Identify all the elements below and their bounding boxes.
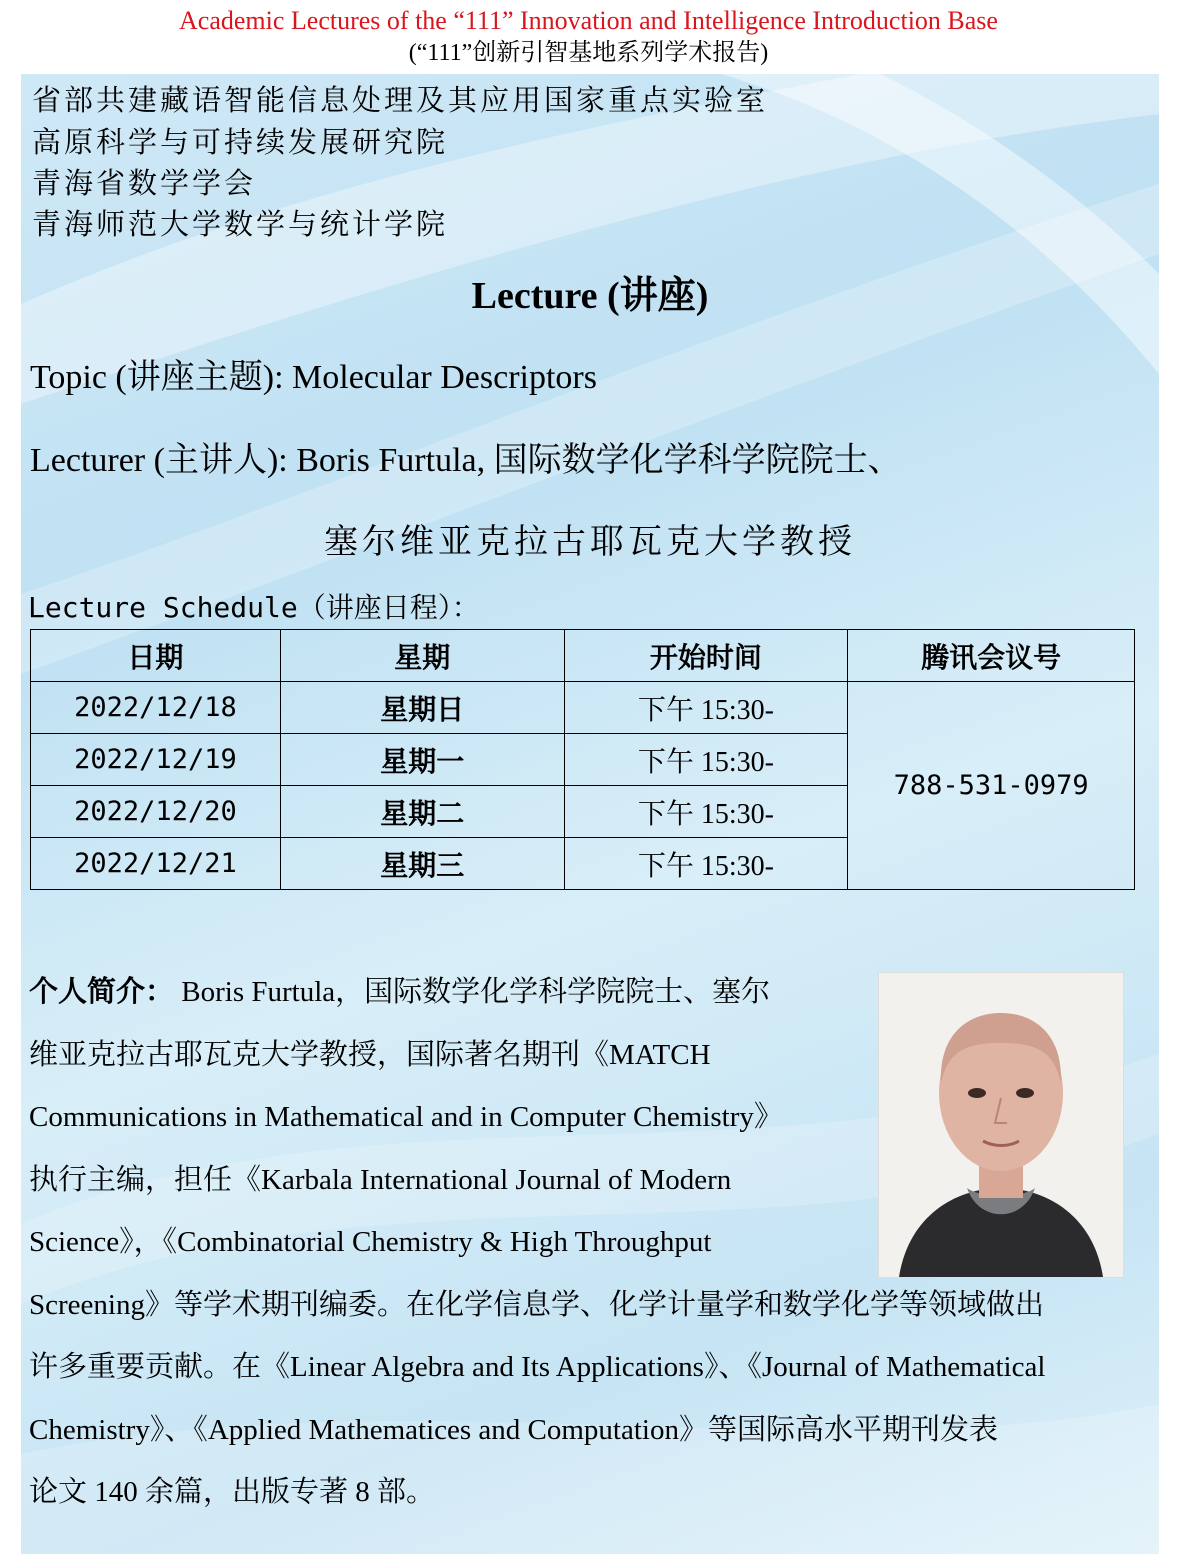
- portrait-illustration: [879, 973, 1123, 1277]
- header: [0, 0, 1177, 74]
- cell-date: 2022/12/21: [31, 838, 281, 890]
- cell-weekday: 星期三: [280, 838, 564, 890]
- cell-weekday: 星期一: [280, 734, 564, 786]
- cell-date: 2022/12/18: [31, 682, 281, 734]
- bio-line-3: Communications in Mathematical and in Computer Chemistry》: [29, 1101, 783, 1133]
- lecturer-line-2: 塞尔维亚克拉古耶瓦克大学教授: [324, 524, 856, 561]
- header-start-time: 开始时间: [564, 630, 848, 682]
- cell-time: 下午 15:30-: [564, 838, 848, 890]
- bio-line-9: 论文 140 余篇，出版专著 8 部。: [29, 1476, 436, 1508]
- bio-line-2: 维亚克拉古耶瓦克大学教授，国际著名期刊《MATCH: [29, 1039, 711, 1071]
- organizer-3: 青海省数学学会: [32, 166, 257, 200]
- header-title-cn: (“111”创新引智基地系列学术报告): [408, 40, 769, 66]
- header-date: 日期: [31, 630, 281, 682]
- bio-text: Boris Furtula，国际数学化学科学院院士、塞尔: [174, 976, 771, 1008]
- bio-line-8: Chemistry》、《Applied Mathematices and Computation》等国际高水平期刊发表: [29, 1414, 998, 1446]
- organizer-4: 青海师范大学数学与统计学院: [32, 207, 449, 241]
- bio-line-6: Screening》等学术期刊编委。在化学信息学、化学计量学和数学化学等领域做出: [29, 1289, 1044, 1321]
- cell-time: 下午 15:30-: [564, 786, 848, 838]
- bio-line-7: 许多重要贡献。在《Linear Algebra and Its Applications》、《Journal of Mathematical: [29, 1351, 1046, 1383]
- bio-line-1: [29, 961, 859, 1024]
- cell-date: 2022/12/20: [31, 786, 281, 838]
- cell-time: 下午 15:30-: [564, 734, 848, 786]
- poster-panel: [21, 74, 1159, 1554]
- organizer-2: 高原科学与可持续发展研究院: [32, 125, 449, 159]
- lecturer-photo: [878, 972, 1124, 1278]
- header-meeting-id: 腾讯会议号: [848, 630, 1135, 682]
- cell-weekday: 星期日: [280, 682, 564, 734]
- bio-label: 个人简介：: [29, 976, 175, 1008]
- header-title-en: Academic Lectures of the “111” Innovation and Intelligence Introduction Base: [179, 6, 998, 35]
- cell-date: 2022/12/19: [31, 734, 281, 786]
- bio-line-5: Science》，《Combinatorial Chemistry & High Throughput: [29, 1226, 712, 1258]
- bio-line-4: 执行主编，担任《Karbala International Journal of Modern: [29, 1164, 732, 1196]
- lecturer-line-1: Lecturer (主讲人): Boris Furtula, 国际数学化学科学院院士、: [30, 442, 902, 479]
- topic: Topic (讲座主题): Molecular Descriptors: [30, 359, 597, 396]
- header-weekday: 星期: [280, 630, 564, 682]
- cell-weekday: 星期二: [280, 786, 564, 838]
- schedule-table: [30, 629, 1135, 890]
- organizer-1: 省部共建藏语智能信息处理及其应用国家重点实验室: [32, 83, 769, 117]
- schedule-label: Lecture Schedule（讲座日程）：: [28, 591, 480, 624]
- lecture-title: Lecture (讲座): [471, 275, 709, 317]
- table-row: [31, 682, 1135, 734]
- table-header-row: [31, 630, 1135, 682]
- cell-time: 下午 15:30-: [564, 682, 848, 734]
- cell-meeting-id: 788-531-0979: [848, 682, 1135, 890]
